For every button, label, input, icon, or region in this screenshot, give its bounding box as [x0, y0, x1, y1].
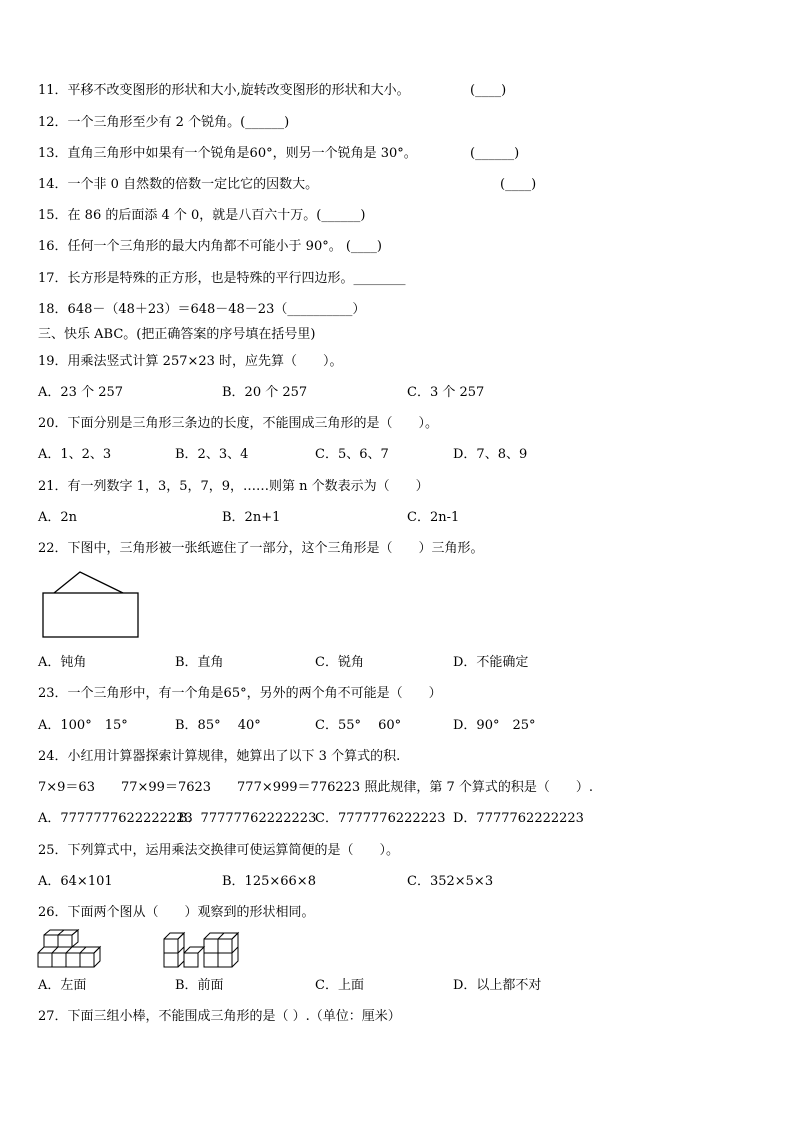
q25-text: 25．下列算式中，运用乘法交换律可使运算简便的是（ ）。: [38, 843, 400, 858]
q20-option-a: A．1、2、3: [38, 447, 112, 462]
covered-triangle-figure: [40, 568, 142, 640]
q19-option-a: A．23 个 257: [38, 385, 124, 400]
q24-option-c: C．7777776222223: [315, 811, 446, 826]
q24-option-d: D．7777762222223: [453, 811, 584, 826]
q21-option-b: B．2n+1: [222, 510, 281, 525]
q23-option-b: B．85° 40°: [175, 718, 261, 733]
q21-text: 21．有一列数字 1，3，5，7，9，……则第 n 个数表示为（ ）: [38, 479, 429, 494]
q23-option-a: A．100° 15°: [38, 718, 128, 733]
q13-blank: (______): [470, 146, 520, 161]
q13-text: 13．直角三角形中如果有一个锐角是60°，则另一个锐角是 30°。: [38, 146, 417, 161]
q14-text: 14．一个非 0 自然数的倍数一定比它的因数大。: [38, 177, 319, 192]
q15-text: 15．在 86 的后面添 4 个 0，就是八百六十万。(______): [38, 208, 366, 223]
cube-stack-figure-1: [36, 929, 106, 971]
q25-option-c: C．352×5×3: [407, 874, 494, 889]
q27-text: 27．下面三组小棒，不能围成三角形的是（ ）.（单位：厘米）: [38, 1009, 401, 1024]
q24-option-a: A．7777777622222223: [38, 811, 193, 826]
q22-option-b: B．直角: [175, 655, 224, 670]
q26-option-c: C．上面: [315, 978, 364, 993]
cube-stack-figure-2: [162, 929, 242, 971]
q25-option-a: A．64×101: [38, 874, 113, 889]
q12-text: 12．一个三角形至少有 2 个锐角。(______): [38, 115, 290, 130]
q23-text: 23．一个三角形中，有一个角是65°，另外的两个角不可能是（ ）: [38, 686, 442, 701]
q24-option-b: B．77777762222223: [178, 811, 317, 826]
q24-text: 24．小红用计算器探索计算规律，她算出了以下 3 个算式的积.: [38, 749, 401, 764]
q23-option-d: D．90° 25°: [453, 718, 536, 733]
q19-text: 19．用乘法竖式计算 257×23 时，应先算（ ）。: [38, 354, 343, 369]
q23-option-c: C．55° 60°: [315, 718, 402, 733]
q26-text: 26．下面两个图从（ ）观察到的形状相同。: [38, 905, 315, 920]
q26-option-b: B．前面: [175, 978, 224, 993]
q22-option-a: A．钝角: [38, 655, 87, 670]
q21-option-a: A．2n: [38, 510, 78, 525]
q20-option-c: C．5、6、7: [315, 447, 389, 462]
q17-text: 17．长方形是特殊的正方形，也是特殊的平行四边形。________: [38, 271, 406, 286]
section-heading: 三、快乐 ABC。(把正确答案的序号填在括号里): [38, 327, 316, 342]
q22-option-d: D．不能确定: [453, 655, 529, 670]
q14-blank: (____): [500, 177, 537, 192]
q20-text: 20．下面分别是三角形三条边的长度，不能围成三角形的是（ ）。: [38, 416, 439, 431]
q20-option-b: B．2、3、4: [175, 447, 249, 462]
q11-blank: (____): [470, 83, 507, 98]
q19-option-c: C．3 个 257: [407, 385, 485, 400]
q25-option-b: B．125×66×8: [222, 874, 316, 889]
q26-option-d: D．以上都不对: [453, 978, 542, 993]
q20-option-d: D．7、8、9: [453, 447, 528, 462]
q11-text: 11．平移不改变图形的形状和大小,旋转改变图形的形状和大小。: [38, 83, 410, 98]
q16-text: 16．任何一个三角形的最大内角都不可能小于 90°。 (____): [38, 239, 382, 254]
q21-option-c: C．2n-1: [407, 510, 460, 525]
q22-text: 22．下图中，三角形被一张纸遮住了一部分，这个三角形是（ ）三角形。: [38, 541, 484, 556]
q24-line2: 7×9＝63 77×99＝7623 777×999＝776223 照此规律，第 7 个算式的积是（ ）.: [38, 780, 593, 795]
q18-text: 18．648－（48＋23）＝648－48－23（__________）: [38, 302, 366, 317]
q22-option-c: C．锐角: [315, 655, 364, 670]
triangle-visible-sides: [54, 572, 123, 593]
q19-option-b: B．20 个 257: [222, 385, 308, 400]
q26-option-a: A．左面: [38, 978, 87, 993]
covering-paper: [43, 593, 138, 637]
